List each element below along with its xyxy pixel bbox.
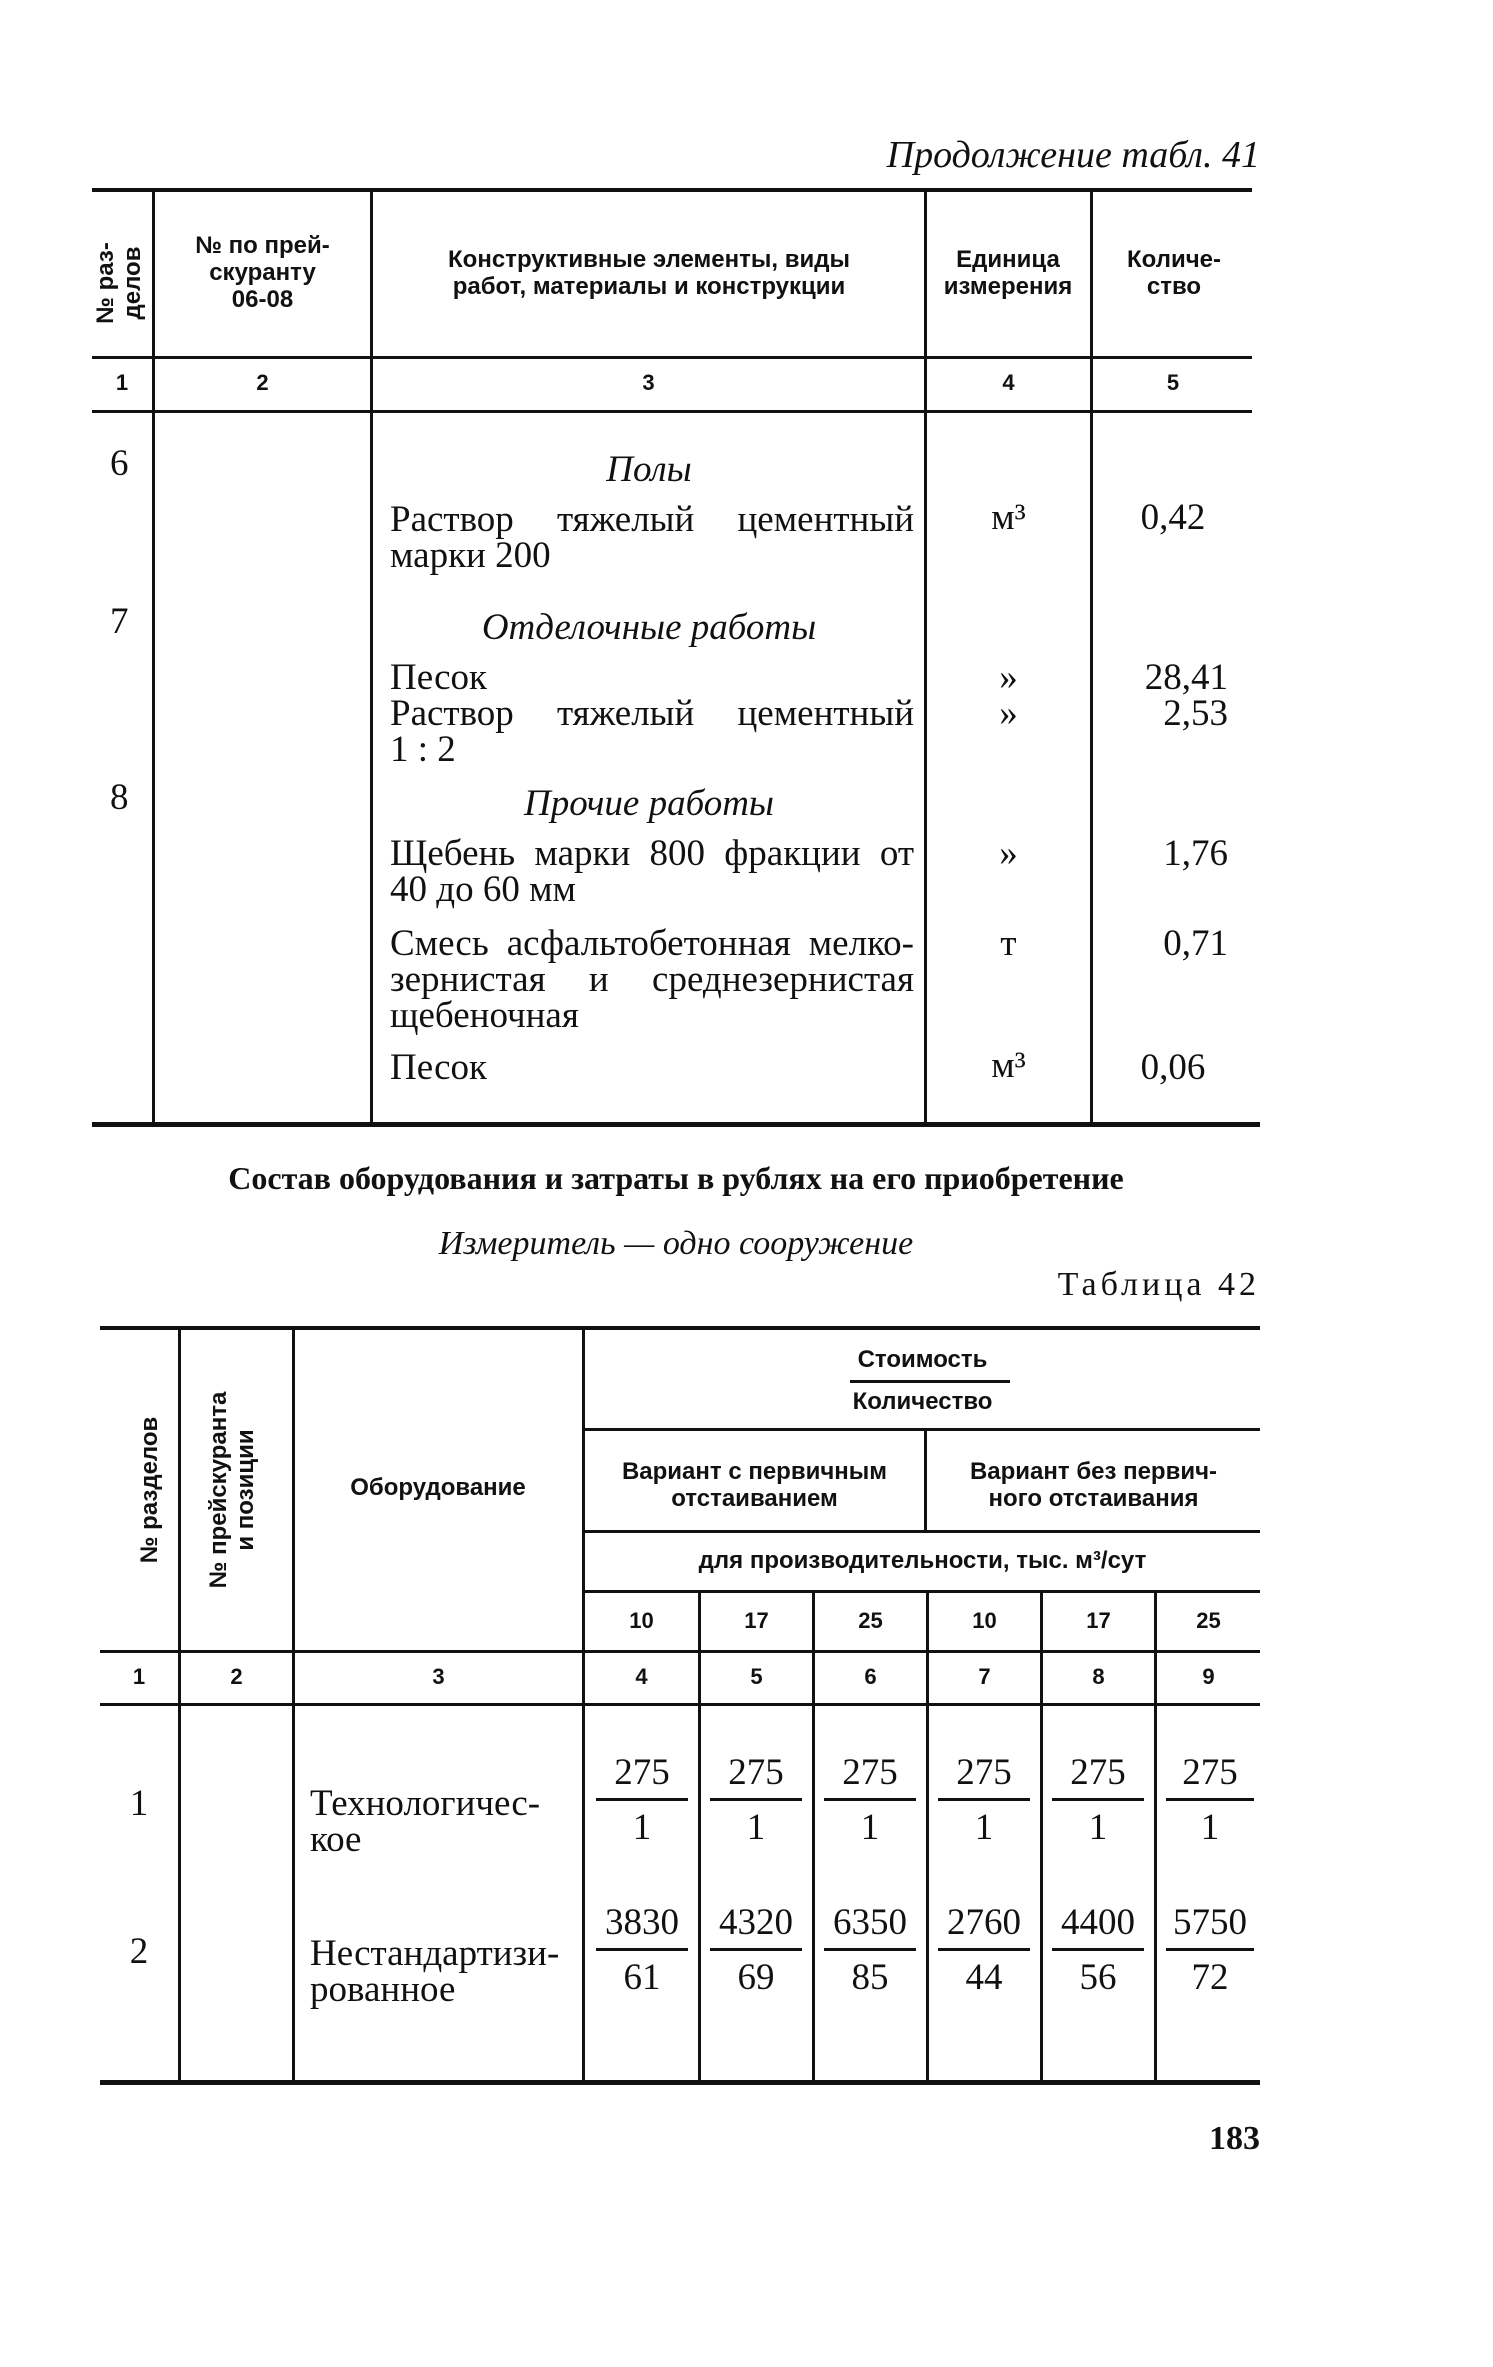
rule — [100, 2080, 1260, 2085]
table-42-measure: Измеритель — одно сооружение — [438, 1225, 914, 1262]
section-number: 6 — [110, 443, 129, 484]
cost-value: 275 — [842, 1752, 898, 1793]
cost-value: 5750 — [1173, 1902, 1247, 1943]
row-unit: м³ — [991, 1045, 1026, 1086]
header-quantity: Количество — [852, 1388, 993, 1415]
row-unit: » — [999, 693, 1018, 734]
rule — [292, 1330, 295, 2080]
rule — [178, 1330, 181, 2080]
column-number: 4 — [1002, 370, 1015, 395]
row-qty: 2,53 — [1163, 693, 1228, 734]
column-number: 2 — [230, 1664, 243, 1689]
table-42-label: Таблица 42 — [1057, 1266, 1260, 1303]
header-variant-with-settling: Вариант с первичным отстаиванием — [621, 1458, 888, 1512]
row-text: Раствор тяжелый цементный — [390, 499, 914, 540]
column-number: 6 — [864, 1664, 877, 1689]
quantity-value: 72 — [1191, 1957, 1229, 1998]
header-variant-without-settling: Вариант без первич- ного отстаивания — [969, 1458, 1218, 1512]
rule — [850, 1380, 1010, 1383]
row-text: Раствор тяжелый цементный — [390, 693, 914, 734]
column-number: 4 — [635, 1664, 648, 1689]
section-number: 7 — [110, 601, 129, 642]
column-number: 1 — [132, 1664, 146, 1689]
quantity-value: 69 — [737, 1957, 775, 1998]
row-qty: 0,42 — [1140, 497, 1206, 538]
rule — [92, 188, 1252, 192]
section-title: Прочие работы — [524, 783, 774, 824]
value-fraction — [1046, 1752, 1150, 1849]
row-text: 40 до 60 мм — [390, 869, 576, 910]
header-quantity: Количе- ство — [1127, 246, 1221, 300]
column-number: 5 — [750, 1664, 763, 1689]
rule — [100, 1326, 1260, 1330]
row-text: Песок — [390, 657, 487, 698]
row-text: щебеночная — [390, 995, 579, 1036]
header-unit: Единица измерения — [943, 246, 1073, 300]
header-capacity: для производительности, тыс. м³/сут — [698, 1547, 1147, 1574]
page-number: 183 — [1209, 2120, 1260, 2157]
row-text: зернистая и среднезернистая — [390, 959, 914, 1000]
header-price-list-no: № по прей- скуранту 06-08 — [195, 232, 330, 313]
capacity-value: 25 — [1196, 1608, 1221, 1633]
equipment-name: Нестандартизи- — [310, 1933, 560, 1974]
rule — [100, 1650, 1260, 1653]
cost-value: 6350 — [833, 1902, 907, 1943]
cost-value: 275 — [1070, 1752, 1126, 1793]
quantity-value: 44 — [965, 1957, 1003, 1998]
capacity-value: 17 — [744, 1608, 769, 1633]
value-fraction — [590, 1902, 694, 1999]
value-fraction — [818, 1902, 922, 1999]
rule — [370, 192, 373, 1122]
header-equipment: Оборудование — [350, 1474, 526, 1501]
cost-value: 3830 — [605, 1902, 679, 1943]
quantity-value: 56 — [1079, 1957, 1117, 1998]
quantity-value: 1 — [746, 1807, 766, 1848]
value-fraction — [1160, 1752, 1260, 1849]
row-qty: 28,41 — [1144, 657, 1228, 698]
column-number: 5 — [1166, 370, 1180, 395]
equipment-name: кое — [310, 1819, 362, 1860]
row-text: марки 200 — [390, 535, 551, 576]
column-number: 3 — [642, 370, 655, 395]
cost-value: 275 — [728, 1752, 784, 1793]
row-qty: 0,71 — [1163, 923, 1228, 964]
value-fraction — [932, 1752, 1036, 1849]
rule — [92, 356, 1252, 359]
row-qty: 0,06 — [1140, 1047, 1206, 1088]
quantity-value: 1 — [1200, 1807, 1220, 1848]
rule — [584, 1530, 1260, 1533]
row-text: Щебень марки 800 фракции от — [390, 833, 914, 874]
row-number: 1 — [129, 1783, 149, 1824]
row-qty: 1,76 — [1163, 833, 1228, 874]
header-section-no: № разделов — [136, 1416, 163, 1564]
header-cost: Стоимость — [857, 1346, 988, 1373]
table-42-heading: Состав оборудования и затраты в рублях на его приобретение — [228, 1160, 1124, 1196]
header-section-no: № раз- делов — [92, 242, 146, 324]
capacity-value: 17 — [1086, 1608, 1111, 1633]
quantity-value: 1 — [1088, 1807, 1108, 1848]
header-price-list-position: № прейскуранта и позиции — [205, 1391, 259, 1589]
capacity-value: 25 — [858, 1608, 883, 1633]
value-fraction — [818, 1752, 922, 1849]
row-unit: м³ — [991, 497, 1026, 538]
value-fraction — [704, 1902, 808, 1999]
row-unit: » — [999, 657, 1018, 698]
rule — [584, 1590, 1260, 1593]
value-fraction — [932, 1902, 1036, 1999]
quantity-value: 85 — [851, 1957, 889, 1998]
equipment-name: Технологичес- — [310, 1783, 541, 1824]
row-unit: » — [999, 833, 1018, 874]
section-title: Отделочные работы — [481, 607, 817, 648]
rule — [582, 1330, 585, 2080]
cost-value: 4320 — [719, 1902, 793, 1943]
cost-value: 2760 — [947, 1902, 1021, 1943]
header-elements: Конструктивные элементы, виды работ, материалы и конструкции — [448, 246, 850, 300]
column-number: 1 — [115, 370, 129, 395]
section-title: Полы — [606, 449, 692, 490]
value-fraction — [704, 1752, 808, 1849]
rule — [584, 1428, 1260, 1431]
rule — [152, 192, 155, 1122]
row-text: 1 : 2 — [390, 729, 456, 770]
cost-value: 275 — [614, 1752, 670, 1793]
cost-value: 4400 — [1061, 1902, 1135, 1943]
row-text: Песок — [390, 1047, 487, 1088]
row-number: 2 — [129, 1931, 149, 1972]
rule — [100, 1703, 1260, 1706]
rule — [92, 1122, 1260, 1127]
cost-value: 275 — [956, 1752, 1012, 1793]
rule — [92, 410, 1252, 413]
column-number: 3 — [432, 1664, 445, 1689]
capacity-value: 10 — [972, 1608, 997, 1633]
quantity-value: 61 — [623, 1957, 661, 1998]
quantity-value: 1 — [974, 1807, 994, 1848]
equipment-name: рованное — [310, 1969, 456, 2010]
quantity-value: 1 — [860, 1807, 880, 1848]
quantity-value: 1 — [632, 1807, 652, 1848]
cost-value: 275 — [1182, 1752, 1238, 1793]
section-number: 8 — [110, 777, 129, 818]
value-fraction — [1046, 1902, 1150, 1999]
continuation-caption: Продолжение табл. 41 — [886, 134, 1260, 176]
rule — [1090, 192, 1093, 1122]
value-fraction — [590, 1752, 694, 1849]
column-number: 2 — [256, 370, 269, 395]
column-number: 9 — [1202, 1664, 1215, 1689]
column-number: 7 — [978, 1664, 991, 1689]
row-unit: т — [1000, 923, 1017, 964]
row-text: Смесь асфальтобетонная мелко- — [390, 923, 914, 964]
value-fraction — [1160, 1902, 1260, 1999]
column-number: 8 — [1092, 1664, 1105, 1689]
capacity-value: 10 — [629, 1608, 654, 1633]
rule — [924, 192, 927, 1122]
